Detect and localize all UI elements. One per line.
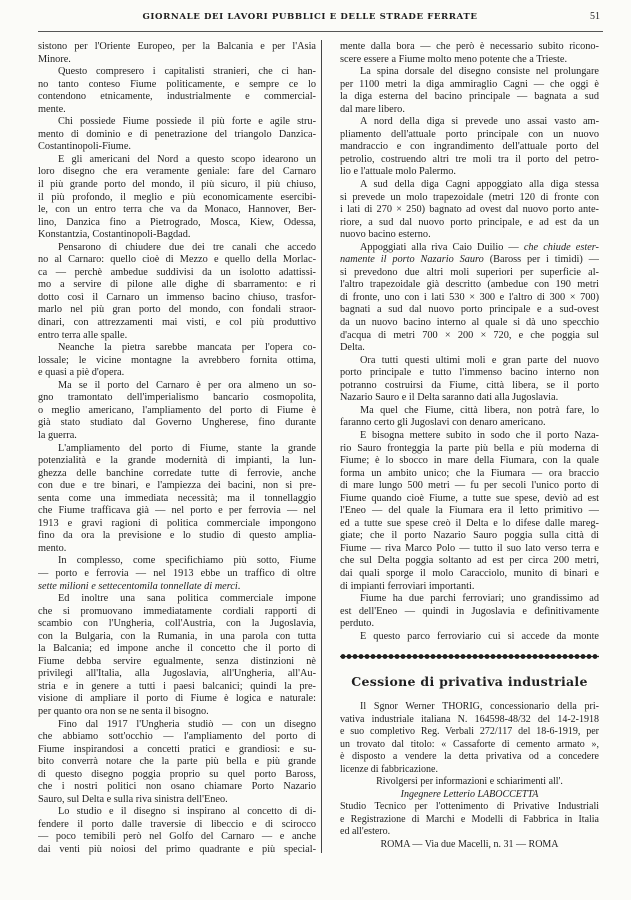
- paragraph: [340, 355, 599, 405]
- text-line: Konstantzia, Costantinopoli-Bagdad.: [38, 229, 191, 241]
- text-line: e Registrazione di Marchi e Modelli di Fabbrica in Italia: [340, 813, 599, 825]
- paragraph: [38, 342, 316, 380]
- text-line: che sul Delta poggia soltanto ad est per circa 200 metri,: [340, 555, 599, 567]
- text-line: Fino dal 1917 l'Ungheria studiò — con un disegno: [58, 718, 316, 730]
- paragraph: [38, 443, 316, 556]
- text-line: scambio con l'Ungheria, coll'Austria, con la Jugoslavia,: [38, 618, 316, 630]
- text-line: che Fiume trafficava già — nel porto e per ferrovia — nel: [38, 505, 316, 517]
- paragraph: [38, 806, 316, 856]
- paragraph: [340, 179, 599, 242]
- text-line: dal mare libero.: [340, 103, 405, 115]
- text-line: pliamento dell'attuale porto principale con un nuovo: [340, 128, 599, 140]
- paragraph: [340, 242, 599, 355]
- text-line: che i nostri politici non osano chiamare Porto Nazario: [38, 781, 316, 793]
- paragraph: [340, 776, 599, 789]
- text-line: vativa industriale italiana N. 164598-48/32 del 14-2-1918: [340, 713, 599, 725]
- text-line: ROMA — Via due Macelli, n. 31 — ROMA: [380, 839, 559, 851]
- paragraph: [340, 66, 599, 116]
- text-line: o meglio americano, l'ampliamento del porto di Fiume è: [38, 404, 316, 416]
- text-line: giate; che il porto Nazario Sauro poggia sulla città di: [340, 530, 599, 542]
- ornamental-divider: [340, 653, 599, 660]
- text-line: Costantinopoli-Fiume.: [38, 141, 131, 153]
- text-line: con due e tre binari, e l'ampiezza dei bacini, non si pre-: [38, 480, 316, 492]
- paragraph: [340, 839, 599, 852]
- paragraph: [38, 242, 316, 342]
- paragraph: [340, 430, 599, 593]
- text-line: ghezza delle banchine corredate tutte di ferrovie, anche: [38, 467, 316, 479]
- text-line: Fiume; è lo sbocco in mare della Fiumara, con la quale: [340, 455, 599, 467]
- text-line: [340, 242, 599, 255]
- text-line: di mare lungo 500 metri — fu per secoli l'unico porto di: [340, 480, 599, 492]
- paragraph: [340, 41, 599, 66]
- text-line: si prevedono due altri moli superiori per superficie al-: [340, 266, 599, 278]
- text-line: dinari, con attrezzamenti mai visti, e col più produttivo: [38, 317, 316, 329]
- italic-text: che chiude ester-: [523, 241, 599, 253]
- text-line: [38, 581, 316, 594]
- paragraph: [38, 41, 316, 66]
- text-line: marlo nel più gran porto del mondo, con fondali straor-: [38, 304, 316, 316]
- text-line: Neanche la pietra sarebbe mancata per l'opera co-: [58, 342, 316, 354]
- text-line: i lati di 270 × 250) bagnato ad ovest dal nuovo porto ante-: [340, 204, 599, 216]
- journal-title: GIORNALE DEI LAVORI PUBBLICI E DELLE STRADE FERRATE: [142, 12, 478, 22]
- notice-body: [340, 701, 599, 852]
- italic-text: namente il porto Nazario Sauro: [340, 254, 484, 266]
- text-line: lino, Danzica fino a Pietrogrado, Mosca, Kiew, Odessa,: [38, 216, 316, 228]
- text-line: Ma se il porto del Carnaro è per ora almeno un so-: [58, 379, 316, 391]
- text-segment: Appoggiati alla riva Caio Duilio —: [360, 241, 524, 253]
- text-line: l'Eneo — del quale la Fiumara era il letto primitivo —: [340, 505, 599, 517]
- text-line: e suo completivo Reg. Verbali 272/117 del 18-6-1919, per: [340, 726, 599, 738]
- text-line: Rivolgersi per informazioni e schiarimenti all'.: [376, 776, 563, 788]
- text-line: Minore.: [38, 53, 71, 65]
- text-line: mento di dominio e di penetrazione del triangolo Danzica-: [38, 128, 316, 140]
- italic-text: Ingegnere Letterio LABOCCETTA: [400, 788, 539, 800]
- text-line: Il Sgnor Werner THORIG, concessionario della pri-: [360, 701, 599, 712]
- text-line: ed all'estero.: [340, 826, 391, 838]
- text-line: di questo disegno poggia proprio su quel porto Baross,: [38, 768, 316, 780]
- text-line: Pensarono di chiudere due dei tre canali che accedo: [58, 241, 316, 253]
- text-line: Ma quel che Fiume, città libera, non potrà fare, lo: [360, 404, 599, 416]
- text-line: scere essere a Fiume molto meno potente che a Trieste.: [340, 53, 568, 65]
- text-line: Ora tutti questi ultimi moli e gran parte del nuovo: [360, 354, 599, 366]
- text-line: licenze di fabbricazione.: [340, 763, 438, 775]
- text-line: E bisogna mettere subito in sodo che il porto Naza-: [360, 429, 599, 441]
- paragraph: [38, 380, 316, 443]
- text-line: visione di ampliare il porto di Fiume è logica e naturale:: [38, 693, 316, 705]
- text-line: Fiume quando cioè Fiume, a tutte sue spese, deviò ad est: [340, 492, 599, 504]
- text-line: che abbiamo sott'occhio — l'ampliamento del porto di: [38, 731, 316, 743]
- text-line: Chi possiede Fiume possiede il più forte e agile stru-: [58, 116, 316, 128]
- text-line: La spina dorsale del disegno consiste nel prolungare: [360, 66, 599, 78]
- text-line: mente dalla bora — che però è necessario subito ricono-: [340, 41, 599, 52]
- notice-title: Cessione di privativa industriale: [351, 674, 588, 689]
- text-line: loro disegno che era veramente geniale: fare del Carnaro: [38, 166, 316, 178]
- text-line: lossale; le vicine montagne la avrebbero fornita ottima,: [38, 354, 316, 366]
- text-line: è disposto a vendere la detta privativa od a concedere: [340, 751, 599, 763]
- text-line: la diga esterna del bacino principale — bagnata a sud: [340, 91, 599, 103]
- text-line: il più profondo, il meglio e più economicamente esercibi-: [38, 191, 316, 203]
- paragraph: [38, 66, 316, 116]
- text-line: In complesso, come specifichiamo più sotto, Fiume: [58, 555, 316, 567]
- header-rule: [38, 31, 603, 32]
- text-line: E gli americani del Nord a questo scopo idearono un: [58, 153, 316, 165]
- text-line: mo a servire di pilone alle dighe di sbarramento: e ri: [38, 279, 316, 291]
- text-line: lio e l'attuale molo Palermo.: [340, 166, 456, 178]
- text-line: privilegi all'Italia, alla Jugoslavia, all'Ungheria, all'Au-: [38, 668, 316, 680]
- paragraph: [340, 631, 599, 644]
- right-column: [340, 41, 599, 643]
- text-line: — poco temibili però nel Golfo del Carnaro — e anche: [38, 831, 316, 843]
- text-line: porto principale e tutto l'immenso bacino interno non: [340, 367, 599, 379]
- text-line: Fiume debba servire egualmente, senza distinzioni nè: [38, 655, 316, 667]
- text-line: per quanto ora non se ne senta il bisogno.: [38, 705, 209, 717]
- text-line: ed a tutte sue spese creò il Delta e lo difese dalle mareg-: [340, 517, 599, 529]
- paragraph: [38, 154, 316, 242]
- text-line: riore, a sud dal nuovo porto principale, e ad est da un: [340, 216, 599, 228]
- text-line: gno tramontato dell'imperialismo bancario cosmopolita,: [38, 392, 316, 404]
- text-line: le, con un entro terra che va da Monaco, Hannover, Ber-: [38, 204, 316, 216]
- text-line: Studio Tecnico per l'ottenimento di Privative Industriali: [340, 801, 599, 813]
- text-line: L'ampliamento del porto di Fiume, stante la grande: [58, 442, 316, 454]
- text-line: per 1100 metri la diga ammiraglio Cagni — che oggi è: [340, 78, 599, 90]
- column-divider: [321, 40, 322, 853]
- paragraph: [340, 801, 599, 839]
- text-line: Nazario Sauro e il Delta saranno dati alla Jugoslavia.: [340, 392, 559, 404]
- text-line: entro terra alle spalle.: [38, 329, 128, 341]
- text-line: faranno certo gli Jugoslavi con denaro americano.: [340, 417, 546, 429]
- text-line: 1913 e gravi ragioni di politica commerciale impongono: [38, 517, 316, 529]
- text-line: già stato studiato dal Governo Ungherese, fino durante: [38, 417, 316, 429]
- text-segment: .: [237, 580, 241, 592]
- text-line: dai quali sporge il molo Caracciolo, munito di binari e: [340, 567, 599, 579]
- text-line: stria e in genere a tutti i paesi balcanici; quindi la pre-: [38, 680, 316, 692]
- text-line: Delta.: [340, 342, 365, 354]
- text-line: Fiume ha due parchi ferroviari; uno grandissimo ad: [360, 593, 599, 605]
- paragraph: [340, 593, 599, 631]
- text-line: est dell'Eneo — quindi in Jugoslavia e definitivamente: [340, 605, 599, 617]
- text-line: d'acqua di metri 700 × 200 × 720, e che poggia sul: [340, 329, 599, 341]
- text-line: sistono per l'Oriente Europeo, per la Balcania e per l'Asia: [38, 41, 316, 52]
- text-line: — porto e ferrovia — nel 1913 ebbe un traffico di oltre: [38, 567, 316, 579]
- text-line: mente.: [38, 103, 66, 115]
- text-line: mandraccio e con ingrandimento dell'attuale porto del: [340, 141, 599, 153]
- text-line: rio Sauro fronteggia la parte più bella e più moderna di: [340, 442, 599, 454]
- italic-text: sette milioni e settecentomila tonnellate di merci: [38, 580, 238, 592]
- text-line: contendono etnicamente, industrialmente e commercial-: [38, 91, 316, 103]
- text-line: il più grande porto del mondo, il più sicuro, il più chiuso,: [38, 179, 316, 191]
- text-line: E questo parco ferroviario cui si accede da monte: [360, 630, 599, 642]
- text-line: di impianti ferroviari importanti.: [340, 580, 475, 592]
- paragraph: [38, 593, 316, 718]
- text-line: Sauro, sul Delta e sulla riva sinistra dell'Eneo.: [38, 793, 228, 805]
- text-line: [340, 254, 599, 267]
- text-line: con la Bulgaria, con la Rumania, in una parola con tutta: [38, 630, 316, 642]
- text-line: Lo studio e il disegno si inspirano al concetto di di-: [58, 806, 316, 818]
- paragraph: [38, 555, 316, 593]
- text-line: si prevede un molo trapezoidale (metri 120 di fronte con: [340, 191, 599, 203]
- text-line: ca — perchè ambedue suddivisi da un isolotto adattissi-: [38, 266, 316, 278]
- text-line: di fronte, uno con i lati 530 × 300 e l'altro di 300 × 700): [340, 291, 599, 303]
- text-line: e quasi a piè d'opera.: [38, 367, 125, 379]
- text-line: A nord della diga si prevede uno assai vasto am-: [360, 116, 599, 128]
- page-number: 51: [590, 11, 600, 22]
- text-line: potranno costruirsi da Fiume, città libera, se il porto: [340, 379, 599, 391]
- text-line: che si promuovano immediatamente cordiali rapporti di: [38, 605, 316, 617]
- text-line: forma un ambito unico; che la Fiumara — ora braccio: [340, 467, 599, 479]
- text-line: mento.: [38, 542, 67, 554]
- text-line: petrolio, costruendo altri tre moli tra il porto del petro-: [340, 153, 599, 165]
- text-line: bito converrà notare che la parte più bella e più grande: [38, 756, 316, 768]
- paragraph: [340, 116, 599, 179]
- text-line: la Balcania; ed impone anche il concetto che il porto di: [38, 643, 316, 655]
- text-line: Ed inoltre una sana politica commerciale impone: [58, 593, 316, 605]
- text-line: perduto.: [340, 618, 375, 630]
- text-line: dai venti più noiosi del primo quadrante e più special-: [38, 844, 316, 855]
- paragraph: [38, 719, 316, 807]
- text-line: senta come una immediata necessità; ma il tonnellaggio: [38, 492, 316, 504]
- text-line: dotto così il Carnaro un immenso bacino chiuso, trasfor-: [38, 291, 316, 303]
- text-line: no tanto conteso Fiume politicamente, e sempre ce lo: [38, 78, 316, 90]
- text-segment: (Baross per i timidi) —: [483, 254, 599, 266]
- paragraph: [340, 405, 599, 430]
- text-line: Fiume inspirandosi a concetti pratici e grandiosi: e su-: [38, 743, 316, 755]
- text-line: la guerra.: [38, 429, 77, 441]
- text-line: bagnati a sud dal nuovo porto principale e a sud-ovest: [340, 304, 599, 316]
- text-line: [340, 789, 599, 802]
- paragraph: [340, 701, 599, 776]
- paragraph: [340, 789, 599, 802]
- text-line: l'altro trapezoidale già descritto (ambedue con 190 metri: [340, 279, 599, 291]
- paragraph: [38, 116, 316, 154]
- text-line: Questo compresero i capitalisti stranieri, che ci han-: [58, 66, 316, 78]
- text-line: no al Carnaro: quello cioè di Mezzo e quello della Morlac-: [38, 254, 316, 266]
- text-line: fino da ora la previsione e lo studio di questo amplia-: [38, 530, 316, 542]
- text-line: nuovo bacino esterno.: [340, 229, 431, 241]
- text-line: potenzialità e la grande modernità di impianti, la lun-: [38, 455, 316, 467]
- text-line: da un nuovo bacino interno al quale si dà uno specchio: [340, 317, 599, 329]
- text-line: A sud della diga Cagni appoggiato alla diga stessa: [360, 179, 599, 191]
- left-column: [38, 41, 316, 857]
- text-line: fendere il porto dalle traversie di libeccio e di scirocco: [38, 818, 316, 830]
- text-line: un trovato dal titolo: « Cassaforte di cemento armato »,: [340, 738, 599, 750]
- text-line: Fiume — riva Marco Polo — tutto il suo lato verso terra e: [340, 542, 599, 554]
